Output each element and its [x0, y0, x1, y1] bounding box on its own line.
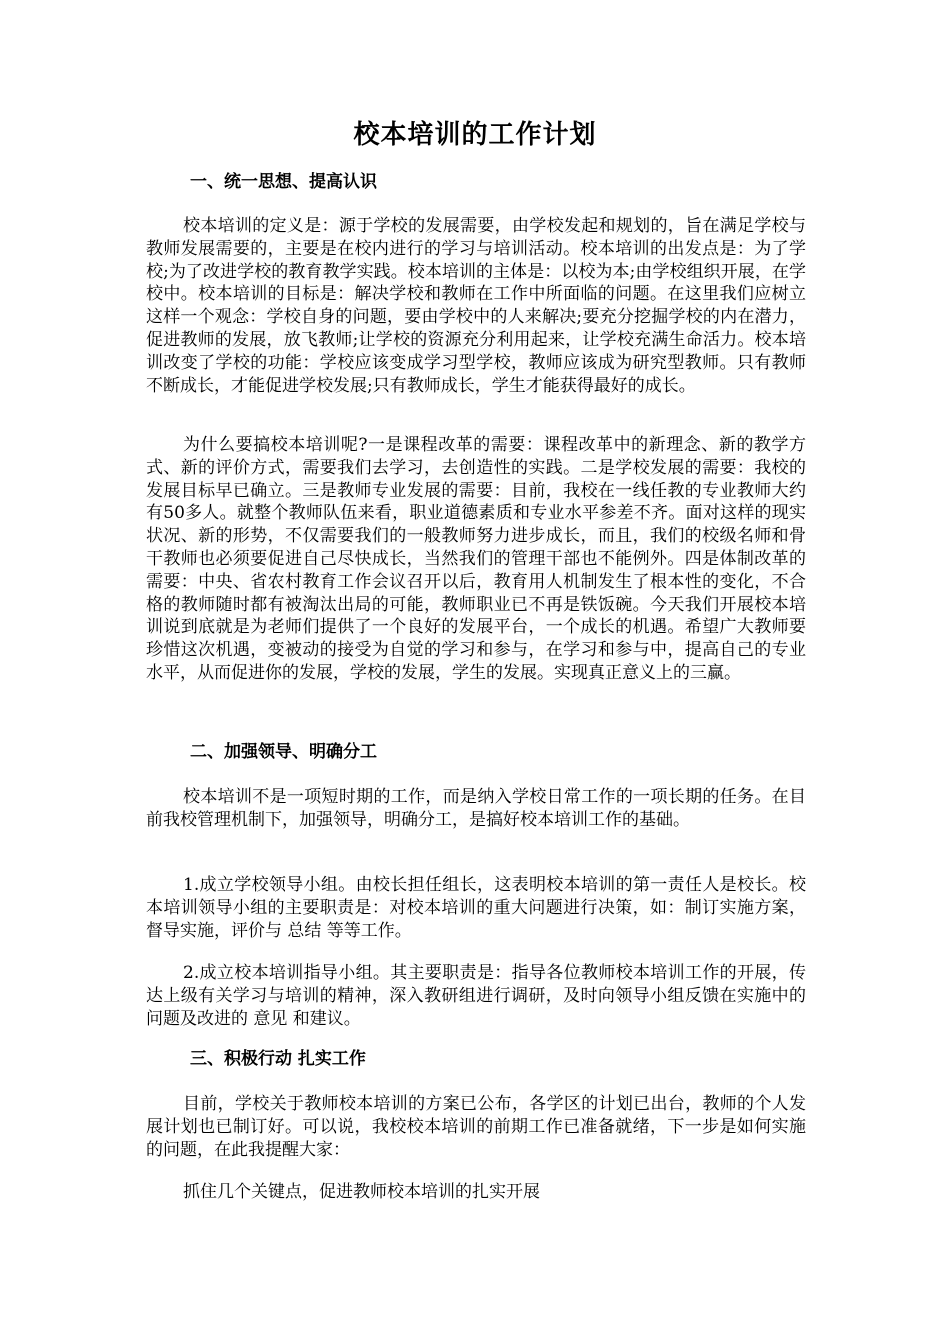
paragraph: 校本培训的定义是：源于学校的发展需要，由学校发起和规划的，旨在满足学校与教师发展需要的，主要是在校内进行的学习与培训活动。校本培训的出发点是：为了学校;为了改进学校的教育教学实践。校本培训的主体是：以校为本;由学校组织开展，在学校中。校本培训的目标是：解决学校和教师在工作中所面临的问题。在这里我们应树立这样一个观念：学校自身的问题，要由学校中的人来解决;要充分挖掘学校的内在潜力，促进教师的发展，放飞教师;让学校的资源充分利用起来，让学校充满生命活力。校本培训改变了学校的功能：学校应该变成学习型学校，教师应该成为研究型教师。只有教师不断成长，才能促进学校发展;只有教师成长，学生才能获得最好的成长。 [146, 216, 806, 396]
paragraph: 1.成立学校领导小组。由校长担任组长，这表明校本培训的第一责任人是校长。校本培训领导小组的主要职责是：对校本培训的重大问题进行决策，如：制订实施方案，督导实施，评价与 总结 等等工作。 [146, 875, 806, 941]
document-title: 校本培训的工作计划 [353, 120, 597, 150]
section-heading-3: 三、积极行动 扎实工作 [190, 1049, 366, 1069]
section-heading-2: 二、加强领导、明确分工 [190, 742, 377, 762]
section-heading-1: 一、统一思想、提高认识 [190, 172, 377, 192]
paragraph: 2.成立校本培训指导小组。其主要职责是：指导各位教师校本培训工作的开展，传达上级有关学习与培训的精神，深入教研组进行调研，及时向领导小组反馈在实施中的问题及改进的 意见 和建议。 [146, 963, 806, 1029]
paragraph: 目前，学校关于教师校本培训的方案已公布，各学区的计划已出台，教师的个人发展计划也已制订好。可以说，我校校本培训的前期工作已准备就绪，下一步是如何实施的问题，在此我提醒大家： [146, 1094, 806, 1160]
paragraph: 校本培训不是一项短时期的工作，而是纳入学校日常工作的一项长期的任务。在目前我校管理机制下，加强领导，明确分工，是搞好校本培训工作的基础。 [146, 787, 806, 830]
paragraph: 抓住几个关键点，促进教师校本培训的扎实开展 [183, 1182, 540, 1202]
paragraph: 为什么要搞校本培训呢?一是课程改革的需要：课程改革中的新理念、新的教学方式、新的评价方式，需要我们去学习，去创造性的实践。二是学校发展的需要：我校的发展目标早已确立。三是教师专业发展的需要：目前，我校在一线任教的专业教师大约有50多人。就整个教师队伍来看，职业道德素质和专业水平参差不齐。面对这样的现实状况、新的形势，不仅需要我们的一般教师努力进步成长，而且，我们的校级名师和骨干教师也必须要促进自己尽快成长，当然我们的管理干部也不能例外。四是体制改革的需要：中央、省农村教育工作会议召开以后，教育用人机制发生了根本性的变化，不合格的教师随时都有被淘汰出局的可能，教师职业已不再是铁饭碗。今天我们开展校本培训说到底就是为老师们提供了一个良好的发展平台，一个成长的机遇。希望广大教师要珍惜这次机遇，变被动的接受为自觉的学习和参与，在学习和参与中，提高自己的专业水平，从而促进你的发展，学校的发展，学生的发展。实现真正意义上的三赢。 [146, 435, 806, 683]
